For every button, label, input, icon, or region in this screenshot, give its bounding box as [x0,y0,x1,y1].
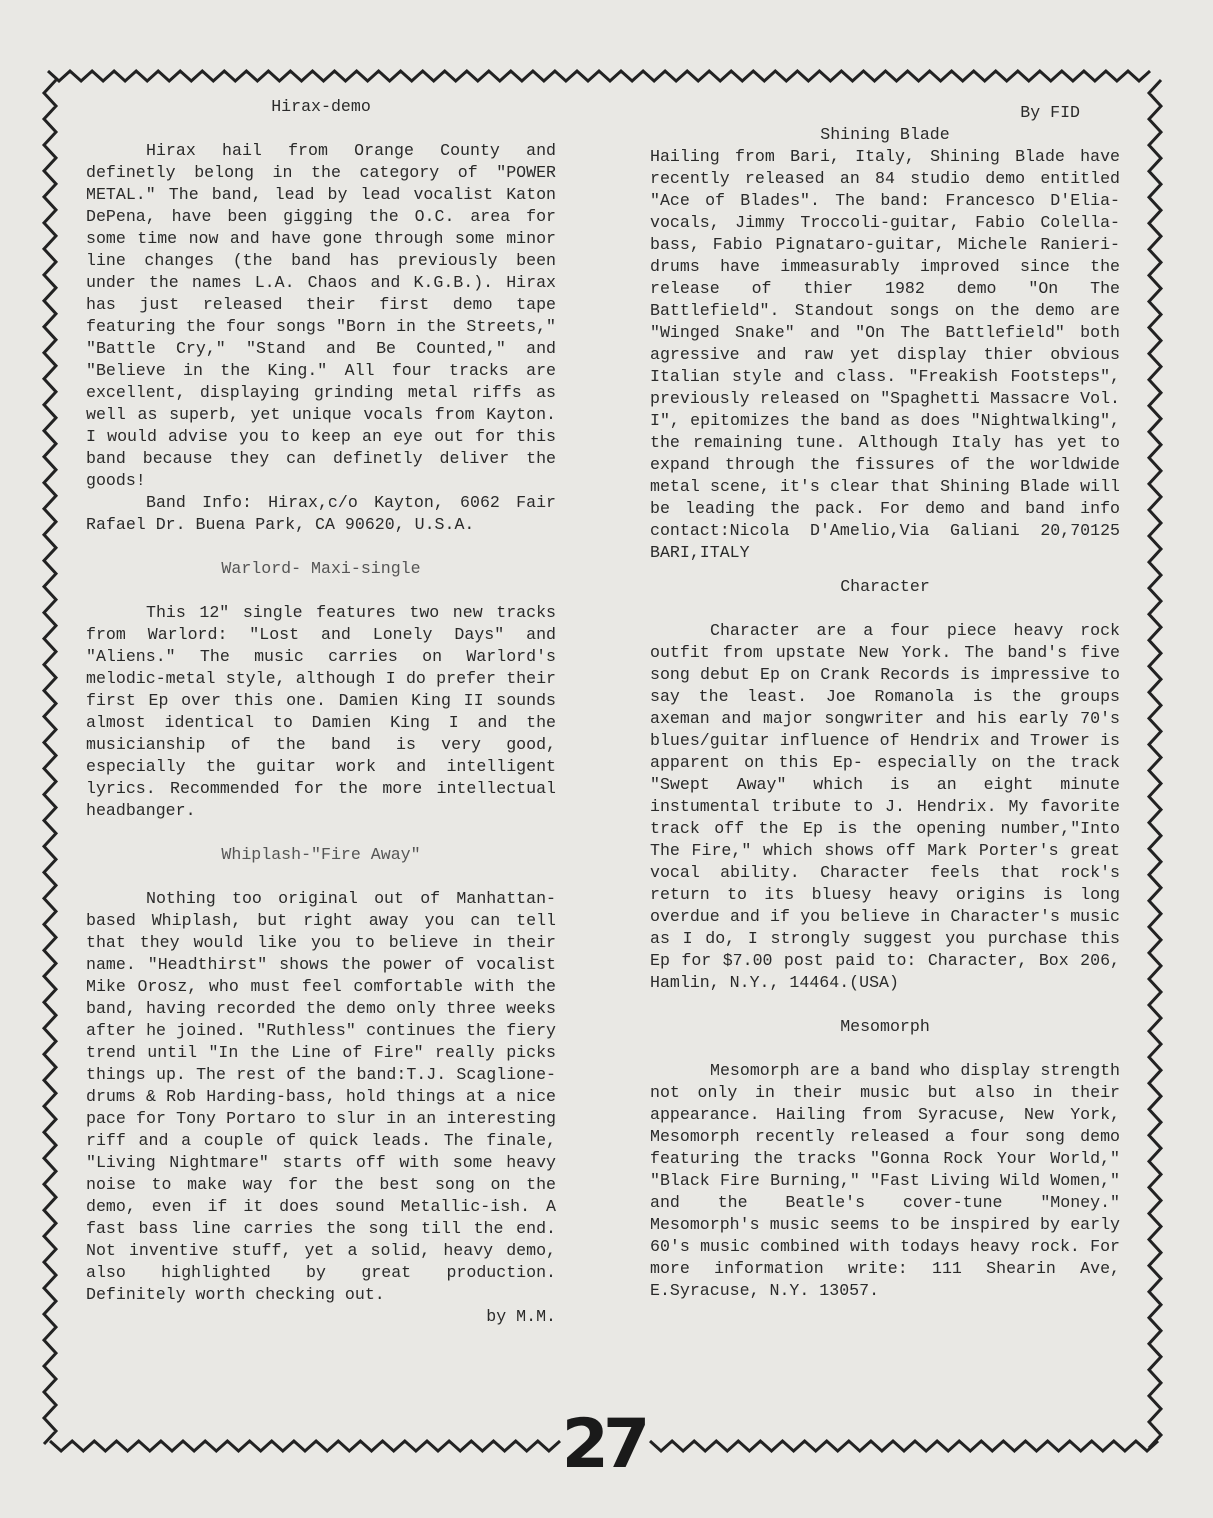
review-hirax [86,96,556,536]
shining-blade-body: Hailing from Bari, Italy, Shining Blade have recently released an 84 studio demo entitled "Ace of Blades". The band: Francesco D'Elia-vocals, Jimmy Troccoli-guitar, Fabio Colella-bass, Fabio Pignataro-guitar, Michele Ranieri-drums have immeasurably improved since the release of thier 1982 demo "On The Battlefield". Standout songs on the demo are "Winged Snake" and "On The Battlefield" both agressive and raw yet display thier obvious Italian style and class. "Freakish Footsteps", previously released on "Spaghetti Massacre Vol. I", epitomizes the band as does "Nightwalking", the remaining tune. Although Italy has yet to expand through the fissures of the worldwide metal scene, it's clear that Shining Blade will be leading the pack. For demo and band info contact:Nicola D'Amelio,Via Galiani 20,70125 BARI,ITALY [650,147,1120,562]
warlord-body: This 12" single features two new tracks from Warlord: "Lost and Lonely Days" and "Aliens." The music carries on Warlord's melodic-metal style, although I do prefer their first Ep over this one. Damien King II sounds almost identical to Damien King I and the musicianship of the band is very good, especially the guitar work and intelligent lyrics. Recommended for the more intellectual headbanger. [86,603,556,820]
border-bottom-right [650,1441,1158,1451]
hirax-body: Hirax hail from Orange County and definetly belong in the category of "POWER METAL." The band, lead by lead vocalist Katon DePena, have been gigging the O.C. area for some time now and have gone through some minor line changes (the band has previously been under the names L.A. Chaos and K.G.B.). Hirax has just released their first demo tape featuring the four songs "Born in the Streets," "Battle Cry," "Stand and Be Counted," and "Believe in the King." All four tracks are excellent, displaying grinding metal riffs as well as superb, yet unique vocals from Kayton. I would advise you to keep an eye out for this band because they can definetly deliver the goods! [86,141,556,490]
border-top [48,71,1150,81]
border-left [44,80,56,1444]
border-right [1149,80,1161,1448]
page-number: 27 [561,1405,645,1484]
review-shining-blade [650,124,1120,564]
right-byline: By FID [1020,103,1080,122]
shining-blade-title: Shining Blade [820,125,950,144]
whiplash-byline: by M.M. [486,1307,556,1326]
review-mesomorph [650,1016,1120,1302]
review-character [650,576,1120,994]
review-warlord [86,558,556,822]
left-column [86,96,556,1328]
character-title: Character [840,577,930,596]
review-whiplash [86,844,556,1328]
border-bottom-left [50,1441,560,1451]
mesomorph-body: Mesomorph are a band who display strength not only in their music but also in their appearance. Hailing from Syracuse, New York, Mesomorph recently released a four song demo featuring the tracks "Gonna Rock Your World," "Black Fire Burning," "Fast Living Wild Women," and the Beatle's cover-tune "Money." Mesomorph's music seems to be inspired by early 60's music combined with todays heavy rock. For more information write: 111 Shearin Ave, E.Syracuse, N.Y. 13057. [650,1061,1120,1300]
mesomorph-title: Mesomorph [840,1017,930,1036]
right-column [650,102,1120,1302]
warlord-title: Warlord- Maxi-single [221,559,421,578]
whiplash-title: Whiplash-"Fire Away" [221,845,421,864]
whiplash-body: Nothing too original out of Manhattan-based Whiplash, but right away you can tell that they would like you to believe in their name. "Headthirst" shows the power of vocalist Mike Orosz, who must feel comfortable with the band, having recorded the demo only three weeks after he joined. "Ruthless" continues the fiery trend until "In the Line of Fire" really picks things up. The rest of the band:T.J. Scaglione-drums & Rob Harding-bass, hold things at a nice pace for Tony Portaro to slur in an interesting riff and a couple of quick leads. The finale, "Living Nightmare" starts off with some heavy noise to make way for the best song on the demo, even if it does sound Metallic-ish. A fast bass line carries the song till the end. Not inventive stuff, yet a solid, heavy demo, also highlighted by great production. Definitely worth checking out. [86,889,556,1304]
character-body: Character are a four piece heavy rock outfit from upstate New York. The band's five song debut Ep on Crank Records is impressive to say the least. Joe Romanola is the groups axeman and major songwriter and his early 70's blues/guitar influence of Hendrix and Trower is apparent on this Ep- especially on the track "Swept Away" which is an eight minute instumental tribute to J. Hendrix. My favorite track off the Ep is the opening number,"Into The Fire," which shows off Mark Porter's great vocal ability. Character feels that rock's return to its bluesy heavy origins is long overdue and if you believe in Character's music as I do, I strongly suggest you purchase this Ep for $7.00 post paid to: Character, Box 206, Hamlin, N.Y., 14464.(USA) [650,621,1120,992]
hirax-info: Band Info: Hirax,c/o Kayton, 6062 Fair Rafael Dr. Buena Park, CA 90620, U.S.A. [86,493,556,534]
hirax-title: Hirax-demo [271,97,371,116]
